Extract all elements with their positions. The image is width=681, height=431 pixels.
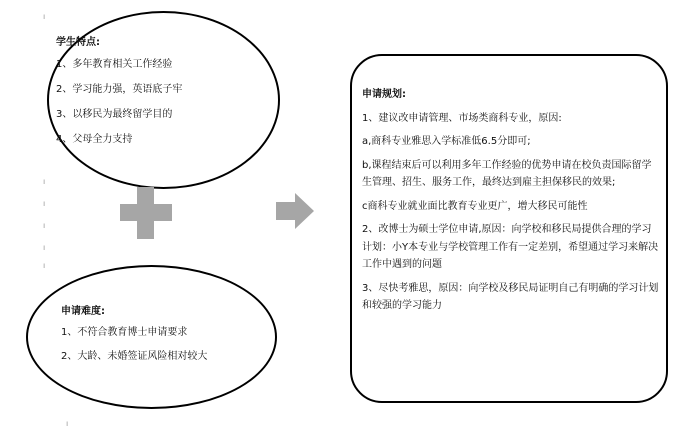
paragraph-mark: ı	[43, 12, 46, 21]
student-profile-item: 1、多年教育相关工作经验	[56, 59, 173, 70]
paragraph-mark: ı	[43, 243, 46, 252]
plan-paragraph: 1、建议改申请管理、市场类商科专业，原因:	[362, 112, 562, 124]
plan-paragraph: 2、改博士为硕士学位申请,原因：向学校和移民局提供合理的学习计划：小Y本专业与学校管理工作有一定差别，希望通过学习来解决工作中遇到的问题	[362, 224, 659, 270]
paragraph-mark: ı	[43, 199, 46, 208]
plan-paragraph: a,商科专业雅思入学标准低6.5分即可;	[362, 136, 531, 147]
student-profile-text	[56, 36, 182, 158]
difficulty-item: 2、大龄、未婚签证风险相对较大	[61, 351, 208, 362]
plan-paragraph: b,课程结束后可以利用多年工作经验的优势申请在校负责国际留学生管理、招生、服务工作，最终达到雇主担保移民的效果;	[362, 159, 652, 188]
student-profile-title: 学生特点:	[56, 37, 100, 48]
paragraph-mark: ı	[43, 177, 46, 186]
plan-paragraph: c商科专业就业面比教育专业更广，增大移民可能性	[362, 200, 588, 212]
arrow-right-icon	[276, 193, 314, 229]
student-profile-item: 3、以移民为最终留学目的	[56, 109, 173, 120]
paragraph-mark: ı	[43, 261, 46, 270]
difficulty-title: 申请难度:	[61, 306, 105, 317]
application-plan-text	[362, 86, 660, 321]
plan-paragraph: 3、尽快考雅思，原因：向学校及移民局证明自己有明确的学习计划和较强的学习能力	[362, 282, 659, 311]
difficulty-text	[61, 305, 207, 374]
student-profile-item: 4、父母全力支持	[56, 134, 133, 145]
difficulty-item: 1、不符合教育博士申请要求	[61, 327, 188, 338]
paragraph-mark: ı	[43, 221, 46, 230]
application-plan-title: 申请规划:	[362, 89, 406, 100]
student-profile-item: 2、学习能力强，英语底子牢	[56, 84, 183, 95]
plus-icon	[120, 187, 172, 239]
paragraph-mark: ı	[66, 419, 69, 428]
